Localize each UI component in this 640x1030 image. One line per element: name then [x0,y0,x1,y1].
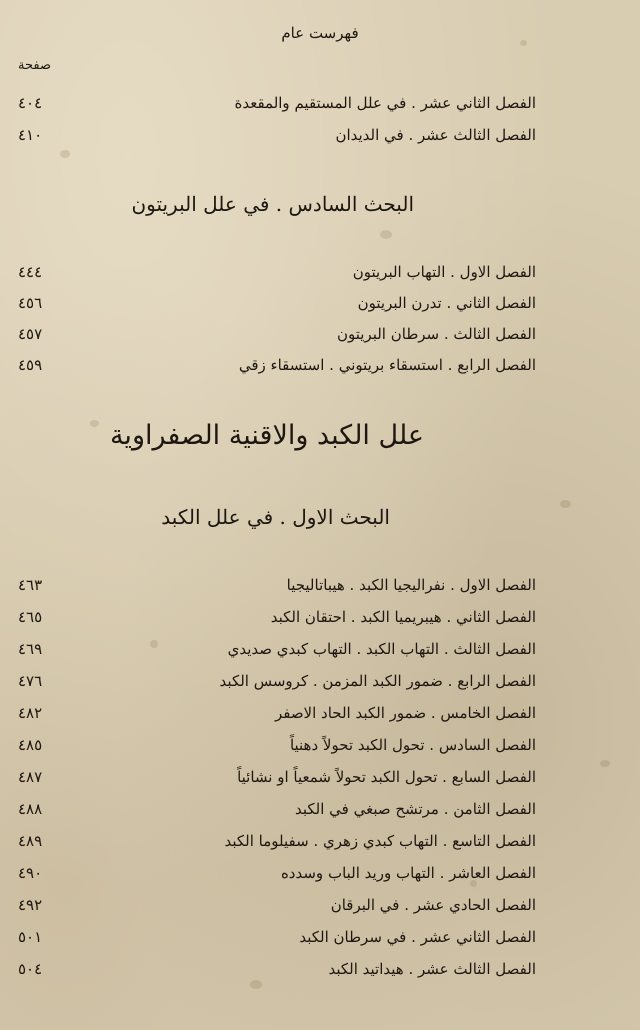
toc-row [0,698,640,728]
toc-entry-text: الفصل الثاني . هيبريميا الكبد . احتقان الكبد [270,608,536,626]
paper-stain [90,420,99,427]
paper-stain [60,150,70,158]
toc-row [0,120,640,150]
toc-page-number: ٤٩٠ [18,864,43,882]
toc-page-number: ٤٨٩ [18,832,43,850]
section-heading: البحث الاول . في علل الكبد [161,505,390,529]
toc-page-number: ٤٨٢ [18,704,43,722]
toc-row [0,922,640,952]
toc-entry-text: الفصل السادس . تحول الكبد تحولاً دهنياً [289,736,536,754]
toc-page-number: ٤٤٤ [18,263,43,281]
toc-page-number: ٤٩٢ [18,896,43,914]
toc-row [0,794,640,824]
toc-entry-text: الفصل الرابع . ضمور الكبد المزمن . كروسس الكبد [219,672,536,690]
toc-row [0,826,640,856]
toc-entry-text: الفصل الثالث . التهاب الكبد . التهاب كبدي صديدي [227,640,536,658]
paper-stain [380,230,392,239]
toc-row [0,762,640,792]
main-heading: علل الكبد والاقنية الصفراوية [109,420,424,451]
toc-page-number: ٤٠٤ [18,94,43,112]
toc-row [0,666,640,696]
toc-row [0,288,640,318]
toc-entry-text: الفصل الثالث . سرطان البريتون [336,325,536,343]
toc-row [0,890,640,920]
toc-page-number: ٤١٠ [18,126,43,144]
toc-row [0,319,640,349]
toc-page-number: ٤٥٩ [18,356,43,374]
toc-entry-text: الفصل الحادي عشر . في البرقان [330,896,536,914]
toc-page-number: ٥٠١ [18,928,43,946]
toc-row [0,634,640,664]
toc-entry-text: الفصل الثاني . تدرن البريتون [357,294,536,312]
toc-entry-text: الفصل الثالث عشر . في الديدان [335,126,536,144]
section-heading: البحث السادس . في علل البريتون [131,192,414,216]
toc-page-number: ٤٧٦ [18,672,43,690]
toc-entry-text: الفصل الثاني عشر . في علل المستقيم والمقعدة [234,94,536,112]
toc-row [0,570,640,600]
toc-row [0,602,640,632]
toc-page-number: ٤٥٦ [18,294,43,312]
toc-entry-text: الفصل العاشر . التهاب وريد الباب وسدده [280,864,536,882]
toc-page-number: ٤٦٥ [18,608,43,626]
toc-entry-text: الفصل الثالث عشر . هيداتيد الكبد [328,960,536,978]
toc-row [0,257,640,287]
toc-entry-text: الفصل الاول . نفراليجيا الكبد . هيباتاليجيا [286,576,536,594]
toc-entry-text: الفصل الخامس . ضمور الكبد الحاد الاصفر [274,704,536,722]
toc-entry-text: الفصل الثامن . مرتشح صبغي في الكبد [294,800,536,818]
paper-stain [560,500,571,508]
toc-page-number: ٤٨٨ [18,800,43,818]
toc-page-number: ٤٨٧ [18,768,43,786]
toc-entry-text: الفصل التاسع . التهاب كبدي زهري . سفيلوما الكبد [224,832,536,850]
toc-entry-text: الفصل الرابع . استسقاء بريتوني . استسقاء زقي [238,356,536,374]
toc-entry-text: الفصل الاول . التهاب البريتون [352,263,536,281]
toc-page-number: ٤٥٧ [18,325,43,343]
toc-row [0,858,640,888]
toc-page-number: ٤٨٥ [18,736,43,754]
toc-row [0,954,640,984]
page-column-label: صفحة [18,58,51,73]
toc-row [0,730,640,760]
toc-page-number: ٤٦٩ [18,640,43,658]
page-header: فهرست عام [281,24,359,42]
toc-row [0,350,640,380]
toc-page-number: ٤٦٣ [18,576,43,594]
toc-entry-text: الفصل السابع . تحول الكبد تحولاً شمعياً او نشائياً [237,768,536,786]
toc-row [0,88,640,118]
toc-page-number: ٥٠٤ [18,960,43,978]
toc-entry-text: الفصل الثاني عشر . في سرطان الكبد [299,928,536,946]
